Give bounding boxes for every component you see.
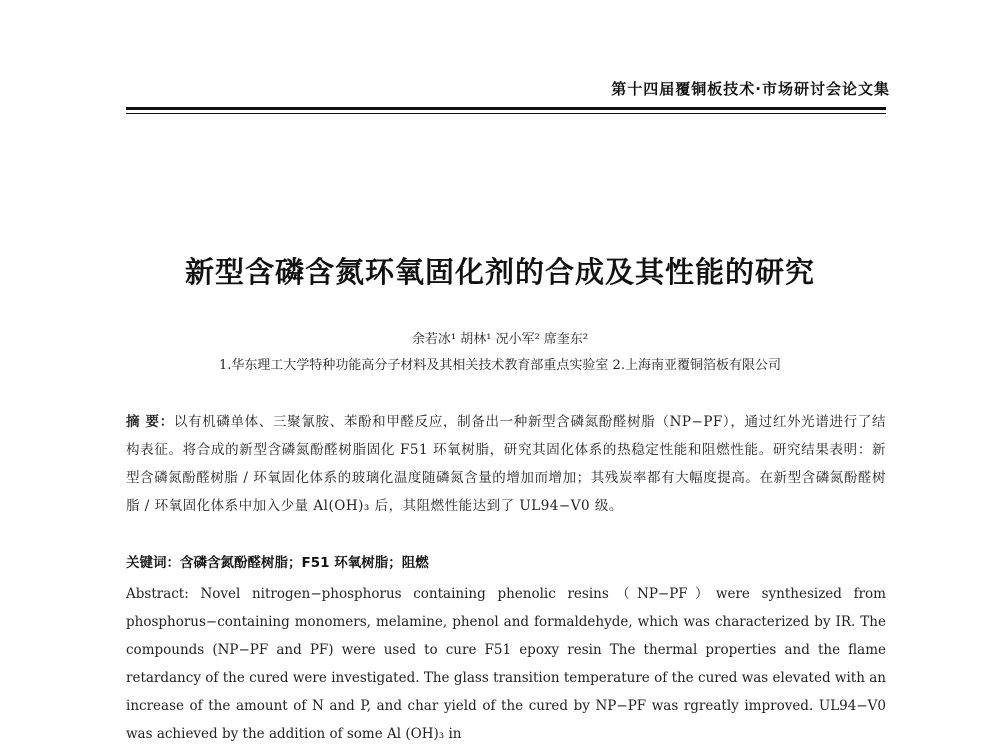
header-rule-thin <box>126 113 886 114</box>
keywords-line: 关键词：含磷含氮酚醛树脂；F51 环氧树脂；阻燃 <box>126 555 429 571</box>
header-rule-thick <box>126 107 886 110</box>
affiliation-line: 1.华东理工大学特种功能高分子材料及其相关技术教育部重点实验室 2.上海南亚覆铜箔板有限公司 <box>219 358 781 373</box>
abstract-cn-label: 摘 要： <box>126 414 174 430</box>
author-list: 余若冰¹ 胡林¹ 况小军² 席奎东² <box>411 332 589 347</box>
paper-title: 新型含磷含氮环氧固化剂的合成及其性能的研究 <box>184 255 815 289</box>
chinese-abstract <box>126 408 886 520</box>
proceedings-header: 第十四届覆铜板技术·市场研讨会论文集 <box>611 80 890 98</box>
english-abstract: Abstract: Novel nitrogen−phosphorus containing phenolic resins（NP−PF）were synthesized from phosphorus−containing monomers, melamine, phenol and formaldehyde, which was characterized by IR. The compounds (NP−PF and PF) were used to cure F51 epoxy resin The thermal properties and the flame retardancy of the cured were investigated. The glass transition temperature of the cured was elevated with an increase of the amount of N and P, and char yield of the cured by NP−PF was rgreatly improved. UL94−V0 was achieved by the addition of some Al (OH)₃ in <box>126 586 886 742</box>
abstract-cn-text: 以有机磷单体、三聚氰胺、苯酚和甲醛反应，制备出一种新型含磷氮酚醛树脂（NP−PF），通过红外光谱进行了结构表征。将合成的新型含磷氮酚醛树脂固化 F51 环氧树脂，研究其固化体系的热稳定性能和阻燃性能。研究结果表明：新型含磷氮酚醛树脂 / 环氧固化体系的玻璃化温度随磷氮含量的增加而增加；其残炭率都有大幅度提高。在新型含磷氮酚醛树脂 / 环氧固化体系中加入少量 Al(OH)₃ 后，其阻燃性能达到了 UL94−V0 级。 <box>126 414 886 514</box>
